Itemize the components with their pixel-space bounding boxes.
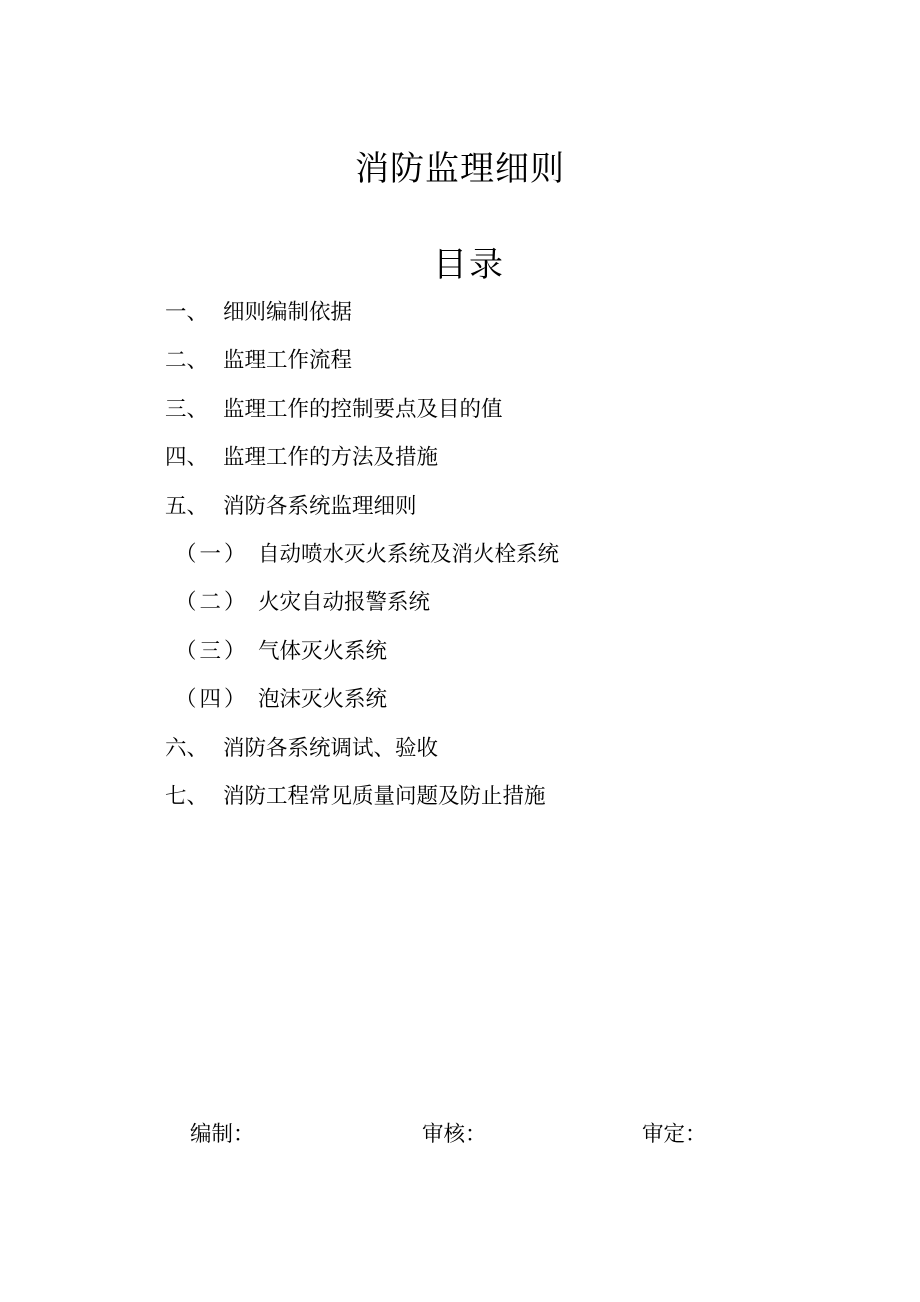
toc-item-text: 细则编制依据 — [223, 300, 353, 325]
toc-subitem-1 — [165, 538, 559, 586]
toc-subitem-4 — [165, 683, 559, 731]
toc-subitem-2 — [165, 586, 559, 634]
toc-item-2 — [165, 344, 559, 392]
toc-item-number: （四） — [175, 687, 249, 713]
document-title: 消防监理细则 — [355, 149, 565, 189]
toc-item-text: 气体灭火系统 — [258, 638, 388, 664]
toc-item-text: 消防工程常见质量问题及防止措施 — [223, 783, 546, 809]
toc-item-text: 泡沫灭火系统 — [258, 687, 388, 713]
toc-subitem-3 — [165, 635, 559, 683]
toc-item-text: 监理工作流程 — [223, 348, 353, 374]
toc-item-number: 三、 — [165, 396, 209, 422]
toc-item-text: 消防各系统调试、验收 — [223, 735, 439, 761]
toc-item-number: 五、 — [165, 493, 209, 519]
toc-item-number: 六、 — [165, 735, 209, 761]
toc-item-7 — [165, 780, 559, 828]
toc-item-text: 监理工作的方法及措施 — [223, 445, 439, 471]
toc-item-5 — [165, 490, 559, 538]
toc-item-text: 火灾自动报警系统 — [258, 590, 431, 616]
toc-item-number: （三） — [175, 638, 249, 664]
editor-label: 编制： — [190, 1122, 255, 1147]
toc-item-number: 二、 — [165, 348, 209, 374]
toc-item-3 — [165, 393, 559, 441]
toc-item-number: （一） — [175, 541, 249, 567]
toc-item-number: 一、 — [165, 300, 209, 325]
toc-item-4 — [165, 441, 559, 489]
signature-row — [0, 1118, 920, 1152]
table-of-contents — [165, 296, 559, 828]
toc-item-1 — [165, 296, 559, 344]
toc-item-text: 自动喷水灭火系统及消火栓系统 — [258, 541, 560, 567]
toc-item-text: 监理工作的控制要点及目的值 — [223, 396, 503, 422]
toc-item-number: （二） — [175, 590, 249, 616]
toc-item-text: 消防各系统监理细则 — [223, 493, 417, 519]
approver-label: 审定： — [642, 1122, 707, 1147]
toc-item-number: 四、 — [165, 445, 209, 471]
toc-heading: 目录 — [433, 245, 505, 285]
reviewer-label: 审核： — [422, 1122, 487, 1147]
toc-item-number: 七、 — [165, 783, 209, 809]
toc-item-6 — [165, 732, 559, 780]
